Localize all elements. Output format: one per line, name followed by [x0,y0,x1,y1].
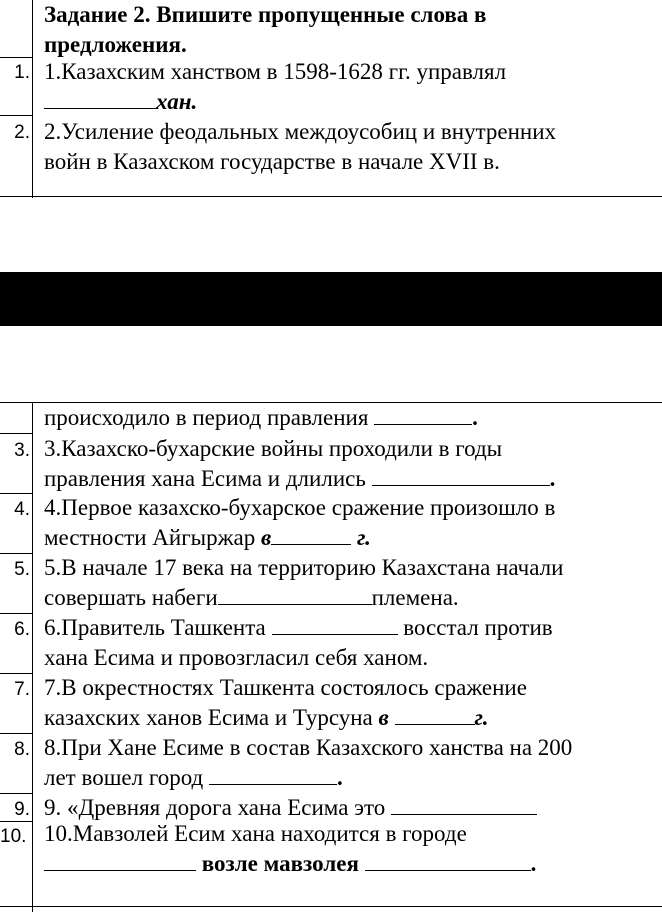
row-divider-6 [0,613,33,614]
column-divider-top [32,0,33,198]
item-5-line2-end: племена. [371,585,459,610]
task-title-line1: Задание 2. Впишите пропущенные слова в [44,2,487,27]
answer-blank[interactable] [218,586,372,605]
item-number-2: 2. [14,122,30,143]
row-divider-5 [0,553,33,554]
top-document-panel [0,0,662,198]
item-number-10: 10. [0,826,27,847]
item-2-line2: войн в Казахском государстве в начале XVII в. [44,149,500,174]
g-label: г. [356,525,371,550]
item-number-7: 7. [14,679,30,700]
item-8-line1: 8.При Хане Есиме в состав Казахского ханства на 200 [44,735,573,760]
item-5 [44,553,563,613]
v-label: в [378,705,389,730]
item-6-line1-start: 6.Правитель Ташкента [44,615,266,640]
row-divider-2 [0,115,33,116]
item-number-9: 9. [14,799,30,820]
item-7-line2: казахских ханов Есима и Турсуна [44,705,373,730]
period: . [472,405,478,430]
item-3-line1: 3.Казахско-бухарские войны проходили в годы [44,436,503,461]
item-8 [44,733,572,793]
item-6 [44,613,553,673]
black-separator-band [0,272,662,326]
row-divider-1 [0,57,33,58]
item-6-line1-end: восстал против [403,615,553,640]
answer-blank[interactable] [374,406,472,425]
bottom-document-panel [0,402,662,912]
item-9-line1: 9. «Древняя дорога хана Есима это [44,795,386,820]
item-1 [44,57,506,117]
v-label: в [260,525,272,550]
item-number-5: 5. [14,559,30,580]
answer-blank[interactable] [44,90,156,109]
item-7-line1: 7.В окрестностях Ташкента состоялось сражение [44,675,527,700]
row-divider-8 [0,733,33,734]
period: . [530,851,537,876]
item-2 [44,117,556,177]
item-7 [44,673,527,733]
item-8-line2: лет вошел город [44,765,204,790]
bottom-border-top [0,196,662,197]
continuation-text: происходило в период правления [44,405,369,430]
item-4 [44,493,555,553]
item-6-line2: хана Есима и провозгласил себя ханом. [44,645,429,670]
item-1-line2 [44,87,506,117]
row-divider-9 [0,793,33,794]
item-1-line1: 1.Казахским ханством в 1598-1628 гг. управлял [44,59,507,84]
row-divider-3 [0,433,33,434]
answer-blank[interactable] [365,852,531,871]
answer-blank[interactable] [372,467,550,486]
task-title [44,0,486,60]
item-1-suffix: хан. [156,89,198,114]
period: . [337,765,343,790]
item-4-line2: местности Айгыржар [44,525,256,550]
item-3-line2: правления хана Есима и длились [44,466,366,491]
item-number-1: 1. [14,62,30,83]
answer-blank[interactable] [209,766,337,785]
row-divider-7 [0,673,33,674]
item-number-6: 6. [14,619,30,640]
continuation-line [44,403,478,433]
row-divider-10 [0,821,33,822]
row-divider-4 [0,493,33,494]
item-3 [44,434,555,494]
answer-blank[interactable] [395,706,475,725]
item-5-line2-start: совершать набеги [44,585,218,610]
item-number-8: 8. [14,739,30,760]
item-10-line1: 10.Мавзолей Есим хана находится в городе [44,821,467,846]
item-4-line1: 4.Первое казахско-бухарское сражение произошло в [44,495,556,520]
g-label: г. [474,705,489,730]
answer-blank[interactable] [272,616,398,635]
item-number-3: 3. [14,440,30,461]
item-10 [44,819,536,879]
item-10-mid: возле мавзолея [201,851,359,876]
period: . [549,466,556,491]
item-5-line1: 5.В начале 17 века на территорию Казахстана начали [44,555,564,580]
answer-blank[interactable] [391,796,537,815]
item-2-line1: 2.Усиление феодальных междоусобиц и внутренних [44,119,557,144]
answer-blank[interactable] [271,526,351,545]
item-number-4: 4. [14,499,30,520]
answer-blank[interactable] [44,852,196,871]
task-title-line2: предложения. [44,32,187,57]
bottom-border-lower [0,906,662,907]
